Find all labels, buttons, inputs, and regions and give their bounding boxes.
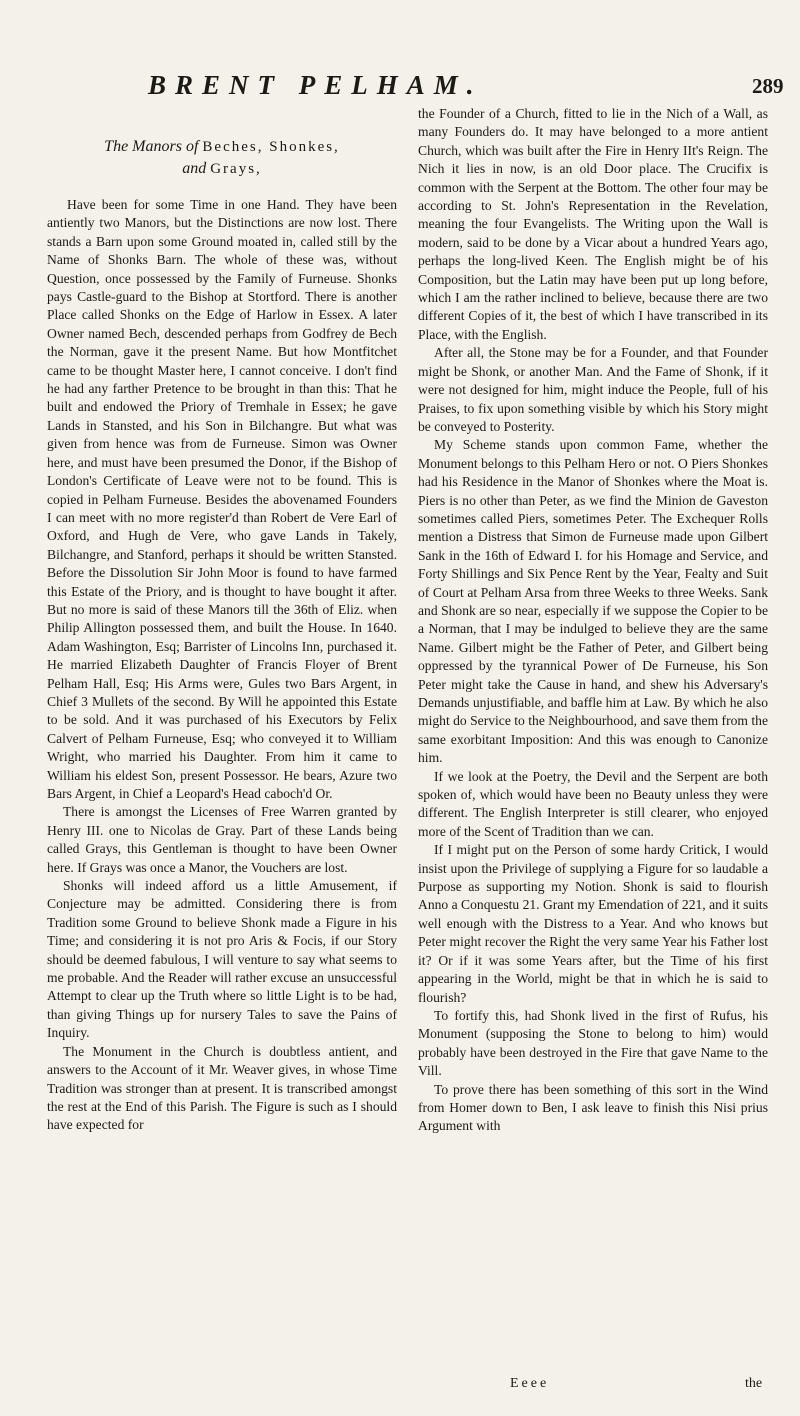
catchword: the [745,1376,763,1391]
heading-line2-caps: Grays, [210,161,262,177]
page-number: 289 [752,74,784,98]
page-footer [0,1376,800,1400]
paragraph: If I might put on the Person of some hardy Critick, I would insist upon the Privilege of supplying a Figure for so laudable a Purpose as supporting my Notion. Shonk is said to flourish Anno a Conquestu 21. Grant my Emendation of 221, and it suits well enough with the Distress to a Year. And who knows but Peter might recover the Right the very same Year his Father lost it? Or if it was some Years after, but the Time of his first appearing in the World, might be that in which he is said to flourish? [418,842,768,1005]
signature-mark: Eeee [510,1376,550,1391]
paragraph: Have been for some Time in one Hand. They have been antiently two Manors, but the Distinctions are now lost. There stands a Barn upon some Ground moated in, called still by the Name of Shonks Barn. The whole of these was, without Question, once possessed by the Family of Furneuse. Shonks pays Castle-guard to the Bishop at Stortford. There is another Place called Shonks on the Edge of Harlow in Essex. A later Owner named Bech, descended perhaps from Godfrey de Bech the Norman, gave it the present Name. But how Montfitchet came to be thought Master here, I cannot conceive. I don't find he had any farther Pretence to be brought in than this: That he built and endowed the Priory of Tremhale in Essex; he gave Lands in Stansted, and his Son in Bilchangre. But what was given from hence was from de Furneuse. Simon was Owner here, and must have been presumed the Donor, if the Bishop of London's Certificate of Leave were not to be found. This is copied in Pelham Furneuse. Besides the abovenamed Founders I can meet with no more register'd than Robert de Vere Earl of Oxford, and Hugh de Vere, who gave Lands in Takely, Bilchangre, and Stanford, perhaps it should be written Stansted. Before the Dissolution Sir John Moor is found to have farmed this Estate of the Priory, and is thought to have bought it after. But no more is said of these Manors till the 36th of Eliz. when Philip Allington possessed them, and built the House. In 1640. Adam Washington, Esq; Barrister of Lincolns Inn, purchased it. He married Elizabeth Daughter of Francis Floyer of Brent Pelham Hall, Esq; His Arms were, Gules two Bars Argent, in Chief 3 Mullets of the second. By Will he appointed this Estate to be sold. And it was purchased of his Executors by Felix Calvert of Pelham Furneuse, Esq; who conveyed it to William Wright, who married his Daughter. From him it came to William his eldest Son, present Possessor. He bears, Azure two Bars Argent, in Chief a Leopard's Head caboch'd Or. [47,197,397,801]
right-column [418,105,768,1136]
heading-line1-italic: The Manors of [104,138,203,155]
paragraph: The Monument in the Church is doubtless antient, and answers to the Account of it Mr. Weaver gives, in whose Time Tradition was stronger than at present. It is transcribed amongst the rest at the End of this Parish. The Figure is such as I should have expected for [47,1043,397,1133]
heading-line2-italic: and [182,160,211,177]
section-heading [47,136,397,180]
paragraph: To prove there has been something of this sort in the Wind from Homer down to Ben, I ask leave to finish this Nisi prius Argument with [418,1081,768,1134]
running-title: BRENT PELHAM. [148,70,483,100]
paragraph: To fortify this, had Shonk lived in the first of Rufus, his Monument (supposing the Stone to belong to him) would probably have been destroyed in the Fire that gave Name to the Vill. [418,1007,768,1079]
paragraph: There is amongst the Licenses of Free Warren granted by Henry III. one to Nicolas de Gray. Part of these Lands being called Grays, this Gentleman is thought to have been Owner here. If Grays was once a Manor, the Vouchers are lost. [47,804,397,875]
left-column [47,136,397,1135]
heading-line1-caps: Beches, Shonkes, [202,139,340,155]
running-head [0,70,800,110]
paragraph: If we look at the Poetry, the Devil and the Serpent are both spoken of, which would have been no Beauty unless they were different. The English Interpreter is still clearer, who enjoyed more of the Scent of Tradition than we can. [418,768,768,839]
paragraph: the Founder of a Church, fitted to lie in the Nich of a Wall, as many Founders do. It may have belonged to a more antient Church, which was built after the Fire in Henry IIt's Reign. The Nich it lies in now, is an old Door place. The Crucifix is common with the Serpent at the Bottom. The other four may be according to St. John's Representation in the Revelation, meaning the four Evangelists. The Writing upon the Wall is modern, said to be done by a Vicar about a hundred Years ago, perhaps the long-lived Keen. The English might be of his Composition, but the Latin may have been put up long before, which I am the rather inclined to believe, because there are two different Copies of it, the best of which I have transcribed in its Place, with the English. [418,106,768,342]
paragraph: My Scheme stands upon common Fame, whether the Monument belongs to this Pelham Hero or not. O Piers Shonkes had his Residence in the Manor of Shonkes where the Moat is. Piers is no other than Peter, as we find the Minion de Gaveston sometimes called Piers, sometimes Peter. The Exchequer Rolls mention a Distress that Simon de Furneuse made upon Gilbert Sank in the 16th of Edward I. for his Homage and Service, and Forty Shillings and Six Pence Rent by the Year, Fealty and Suit of Court at Pelham Arsa from three Weeks to three Weeks. Sank and Shonk are so near, especially if we suppose the Copier to be a Norman, that I may be indulged to believe they are the same Name. Gilbert might be the Father of Peter, and Gilbert being oppressed by the tyrannical Power of De Furneuse, his Son Peter might take the Cause in hand, and shew his Adversary's Demands unjustifiable, and baffle him at Law. By which he also might do Service to the Neighbourhood, and save them from the same exorbitant Imposition: And this was enough to Canonize him. [418,437,768,766]
paragraph: After all, the Stone may be for a Founder, and that Founder might be Shonk, or another Man. And the Fame of Shonk, if it were not designed for him, might induce the People, full of his Praises, to fix upon something visible by which his Story might be conveyed to Posterity. [418,345,768,434]
paragraph: Shonks will indeed afford us a little Amusement, if Conjecture may be admitted. Considering there is from Tradition some Ground to believe Shonk made a Figure in his Time; and considering it is not pro Aris & Focis, if our Story should be deemed fabulous, I will venture to say what seems to me probable. And the Reader will rather excuse an unsuccessful Attempt to clear up the Truth where so little Light is to be had, than giving Things up for nursery Tales to save the Pains of Inquiry. [47,878,397,1041]
